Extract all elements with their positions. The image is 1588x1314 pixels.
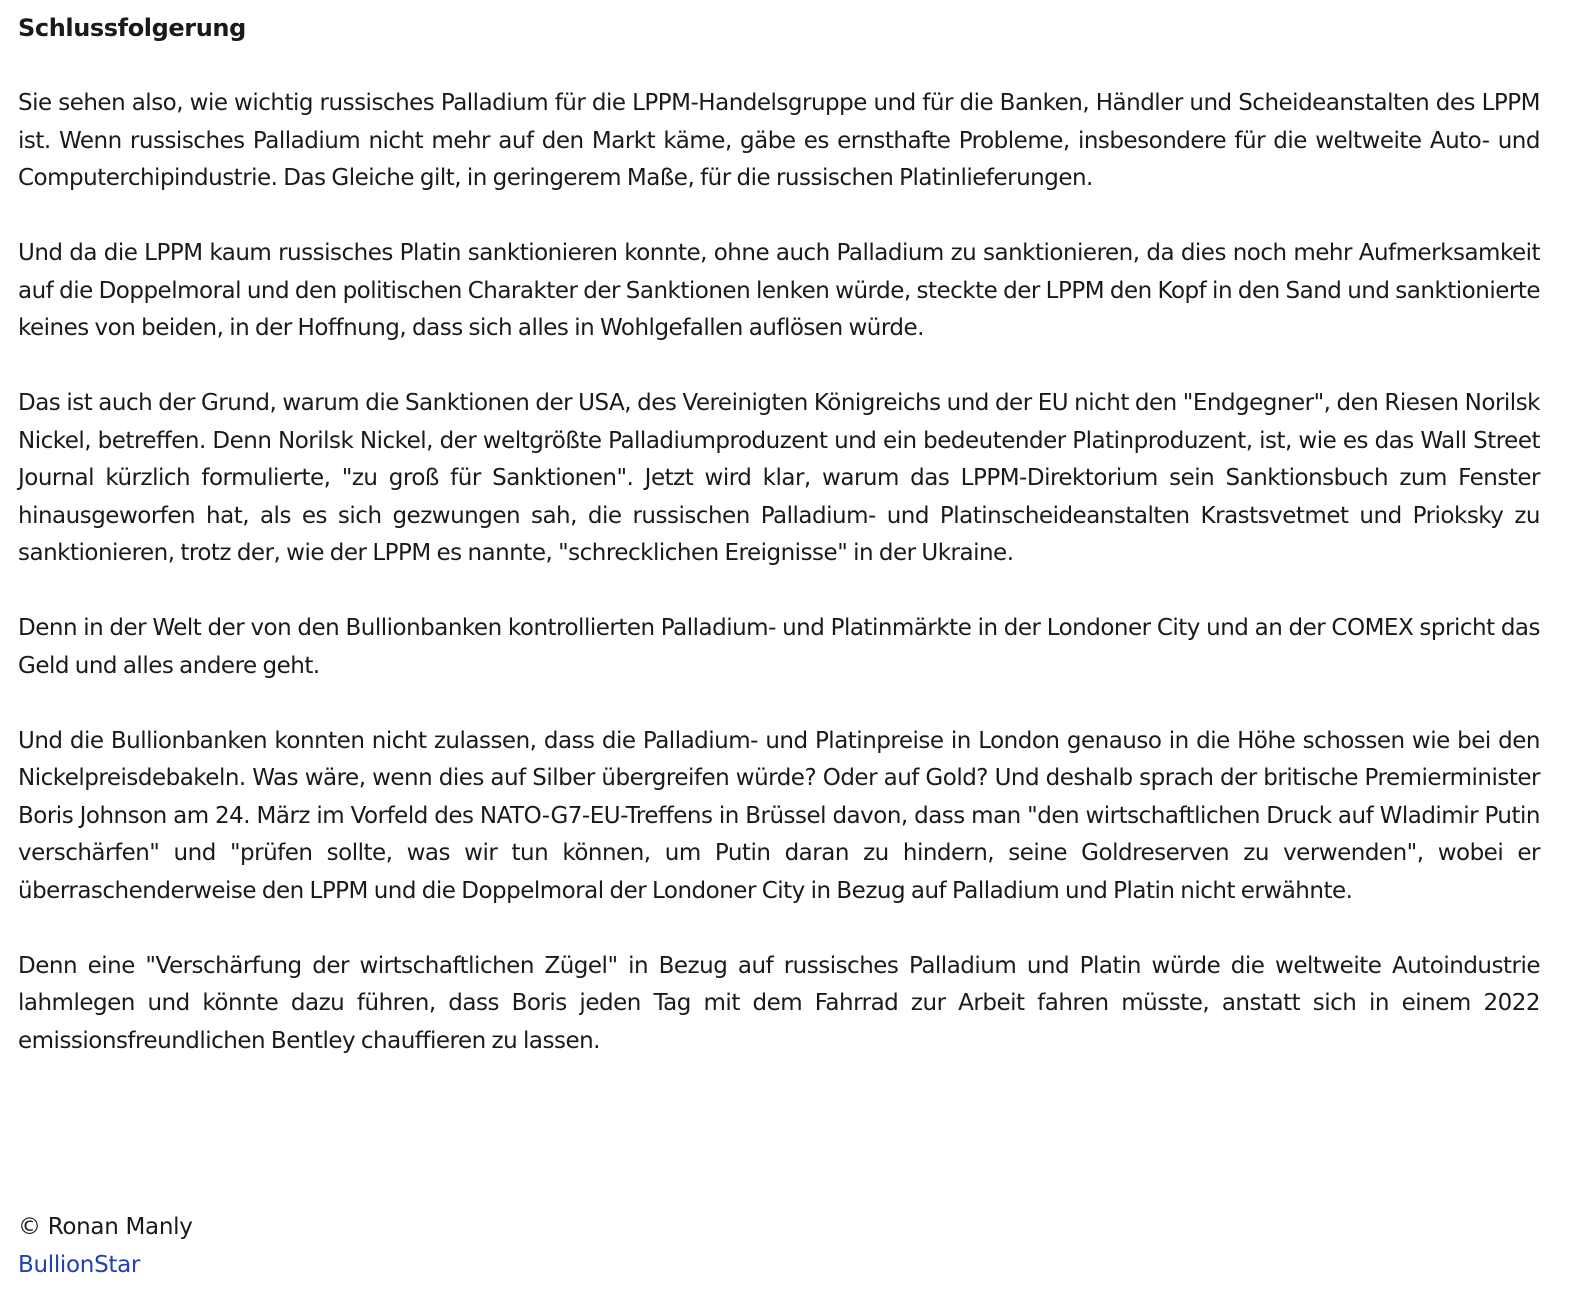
article-footer — [18, 1209, 193, 1284]
copyright-line: © Ronan Manly — [18, 1214, 193, 1240]
paragraph-4: Denn in der Welt der von den Bullionbanken kontrollierten Palladium- und Platinmärkte in der Londoner City und an der COMEX spricht das Geld und alles andere geht. — [18, 615, 1540, 679]
bullionstar-link[interactable]: BullionStar — [18, 1251, 141, 1278]
paragraph-6: Denn eine "Verschärfung der wirtschaftlichen Zügel" in Bezug auf russisches Palladium und Platin würde die weltweite Autoindustrie lahmlegen und könnte dazu führen, dass Boris jeden Tag mit dem Fahrrad zur Arbeit fahren müsste, anstatt sich in einem 2022 emissionsfreundlichen Bentley chauffieren zu lassen. — [18, 952, 1540, 1054]
paragraph-1: Sie sehen also, wie wichtig russisches Palladium für die LPPM-Handelsgruppe und für die Banken, Händler und Scheideanstalten des LPPM ist. Wenn russisches Palladium nicht mehr auf den Markt käme, gäbe es ernsthafte Probleme, insbesondere für die weltweite Auto- und Computerchipindustrie. Das Gleiche gilt, in geringerem Maße, für die russischen Platinlieferungen. — [18, 90, 1540, 191]
paragraph-5: Und die Bullionbanken konnten nicht zulassen, dass die Palladium- und Platinpreise in London genauso in die Höhe schossen wie bei den Nickelpreisdebakeln. Was wäre, wenn dies auf Silber übergreifen würde? Oder auf Gold? Und deshalb sprach der britische Premierminister Boris Johnson am 24. März im Vorfeld des NATO-G7-EU-Treffens in Brüssel davon, dass man "den wirtschaftlichen Druck auf Wladimir Putin verschärfen" und "prüfen sollte, was wir tun können, um Putin daran zu hindern, seine Goldreserven zu verwenden", wobei er überraschenderweise den LPPM und die Doppelmoral der Londoner City in Bezug auf Palladium und Platin nicht erwähnte. — [18, 727, 1540, 904]
section-heading: Schlussfolgerung — [18, 14, 246, 42]
paragraph-3: Das ist auch der Grund, warum die Sanktionen der USA, des Vereinigten Königreichs und der EU nicht den "Endgegner", den Riesen Norilsk Nickel, betreffen. Denn Norilsk Nickel, der weltgrößte Palladiumproduzent und ein bedeutender Platinproduzent, ist, wie es das Wall Street Journal kürzlich formulierte, "zu groß für Sanktionen". Jetzt wird klar, warum das LPPM-Direktorium sein Sanktionsbuch zum Fenster hinausgeworfen hat, als es sich gezwungen sah, die russischen Palladium- und Platinscheideanstalten Krastsvetmet und Prioksky zu sanktionieren, trotz der, wie der LPPM es nannte, "schrecklichen Ereignisse" in der Ukraine. — [18, 390, 1540, 566]
article-body — [18, 10, 1540, 1098]
paragraph-2: Und da die LPPM kaum russisches Platin sanktionieren konnte, ohne auch Palladium zu sanktionieren, da dies noch mehr Aufmerksamkeit auf die Doppelmoral und den politischen Charakter der Sanktionen lenken würde, steckte der LPPM den Kopf in den Sand und sanktionierte keines von beiden, in der Hoffnung, dass sich alles in Wohlgefallen auflösen würde. — [18, 240, 1540, 341]
